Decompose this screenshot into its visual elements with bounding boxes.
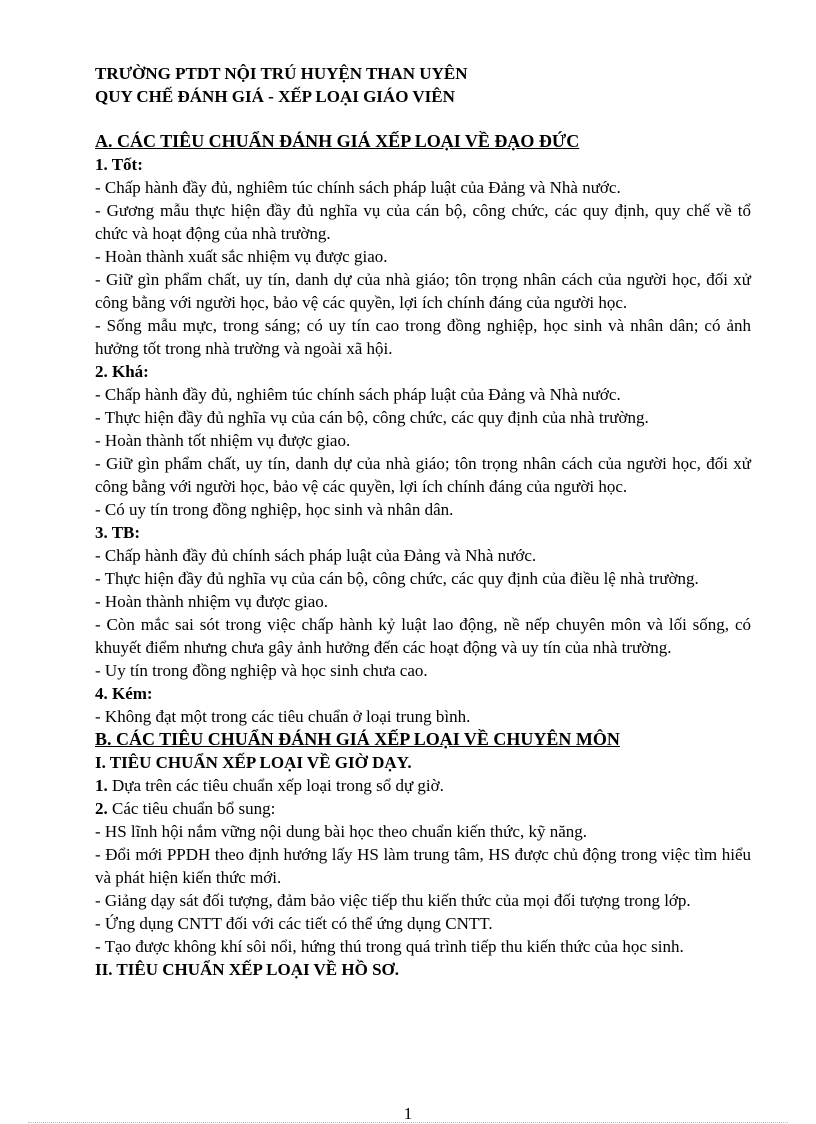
list-item: - Uy tín trong đồng nghiệp và học sinh chưa cao. [95, 661, 428, 680]
list-item: - Hoàn thành xuất sắc nhiệm vụ được giao. [95, 247, 388, 266]
list-item: - HS lĩnh hội nắm vững nội dung bài học theo chuẩn kiến thức, kỹ năng. [95, 822, 587, 841]
list-item: - Chấp hành đầy đủ chính sách pháp luật của Đảng và Nhà nước. [95, 546, 537, 565]
list-item: - Có uy tín trong đồng nghiệp, học sinh và nhân dân. [95, 500, 454, 519]
part-ii-heading: II. TIÊU CHUẨN XẾP LOẠI VỀ HỒ SƠ. [95, 960, 400, 979]
section-a-heading: A. CÁC TIÊU CHUẨN ĐÁNH GIÁ XẾP LOẠI VỀ ĐẠO ĐỨC [95, 131, 580, 151]
document-page [95, 62, 751, 981]
list-item: - Còn mắc sai sót trong việc chấp hành kỷ luật lao động, nề nếp chuyên môn và lối sống, có khuyết điểm nhưng chưa gây ảnh hưởng đến các hoạt động và uy tín của nhà trường. [95, 615, 751, 657]
section-b-heading: B. CÁC TIÊU CHUẨN ĐÁNH GIÁ XẾP LOẠI VỀ CHUYÊN MÔN [95, 729, 620, 749]
list-item: - Chấp hành đầy đủ, nghiêm túc chính sách pháp luật của Đảng và Nhà nước. [95, 385, 621, 404]
page-number: 1 [403, 1104, 413, 1123]
list-item: - Đổi mới PPDH theo định hướng lấy HS làm trung tâm, HS được chủ động trong việc tìm hiểu và phát hiện kiến thức mới. [95, 845, 751, 887]
criteria-item-1-number: 1. [95, 776, 108, 795]
school-name: TRƯỜNG PTDT NỘI TRÚ HUYỆN THAN UYÊN [95, 64, 468, 83]
criteria-item-2-number: 2. [95, 799, 108, 818]
list-item: - Không đạt một trong các tiêu chuẩn ở loại trung bình. [95, 707, 471, 726]
list-item: - Ứng dụng CNTT đối với các tiết có thể ứng dụng CNTT. [95, 914, 493, 933]
list-item: - Sống mẫu mực, trong sáng; có uy tín cao trong đồng nghiệp, học sinh và nhân dân; có ảnh hưởng tốt trong nhà trường và ngoài xã hội. [95, 316, 751, 358]
document-title: QUY CHẾ ĐÁNH GIÁ - XẾP LOẠI GIÁO VIÊN [95, 87, 455, 106]
criteria-item-1-text: Dựa trên các tiêu chuẩn xếp loại trong sổ dự giờ. [107, 776, 444, 795]
good-heading: 1. Tốt: [95, 155, 143, 174]
list-item: - Hoàn thành tốt nhiệm vụ được giao. [95, 431, 351, 450]
weak-heading: 4. Kém: [95, 684, 153, 703]
part-i-heading: I. TIÊU CHUẨN XẾP LOẠI VỀ GIỜ DẠY. [95, 753, 412, 772]
list-item: - Giữ gìn phẩm chất, uy tín, danh dự của nhà giáo; tôn trọng nhân cách của người học, đối xử công bằng với người học, bảo vệ các quyền, lợi ích chính đáng của người học. [95, 270, 751, 312]
criteria-item-1 [95, 774, 751, 797]
list-item: - Hoàn thành nhiệm vụ được giao. [95, 592, 329, 611]
list-item: - Thực hiện đầy đủ nghĩa vụ của cán bộ, công chức, các quy định của điều lệ nhà trường. [95, 569, 699, 588]
list-item: - Thực hiện đầy đủ nghĩa vụ của cán bộ, công chức, các quy định của nhà trường. [95, 408, 649, 427]
average-heading: 3. TB: [95, 523, 141, 542]
list-item: - Giảng dạy sát đối tượng, đảm bảo việc tiếp thu kiến thức của mọi đối tượng trong lớp. [95, 891, 691, 910]
fair-heading: 2. Khá: [95, 362, 149, 381]
list-item: - Giữ gìn phẩm chất, uy tín, danh dự của nhà giáo; tôn trọng nhân cách của người học, đối xử công bằng với người học, bảo vệ các quyền, lợi ích chính đáng của người học. [95, 454, 751, 496]
list-item: - Gương mẫu thực hiện đầy đủ nghĩa vụ của cán bộ, công chức, các quy định, quy chế về tổ chức và hoạt động của nhà trường. [95, 201, 751, 243]
criteria-item-2 [95, 797, 751, 820]
list-item: - Tạo được không khí sôi nổi, hứng thú trong quá trình tiếp thu kiến thức của học sinh. [95, 937, 684, 956]
criteria-item-2-text: Các tiêu chuẩn bổ sung: [107, 799, 276, 818]
list-item: - Chấp hành đầy đủ, nghiêm túc chính sách pháp luật của Đảng và Nhà nước. [95, 178, 621, 197]
